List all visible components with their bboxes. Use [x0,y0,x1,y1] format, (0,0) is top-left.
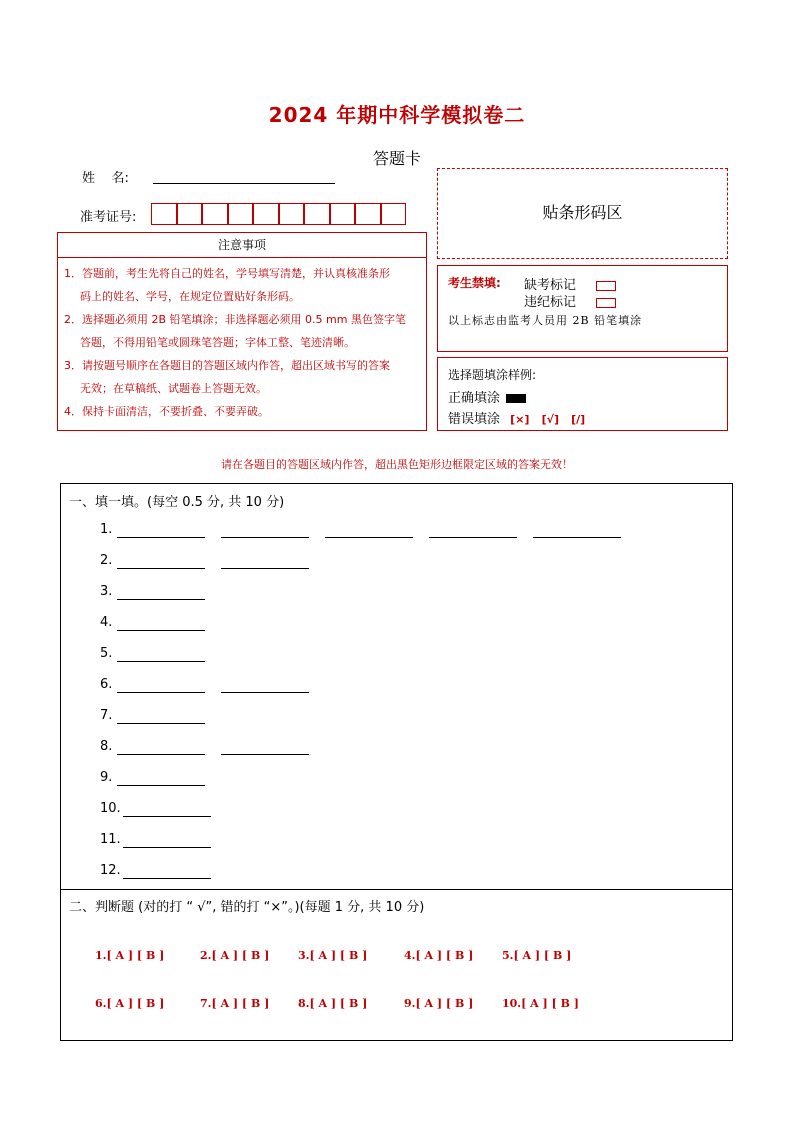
question-number: 9. [100,770,113,785]
question-number: 11. [100,832,121,847]
judge-item-options[interactable]: [ A ] [ B ] [211,949,270,962]
notice-panel [57,232,427,431]
exam-number-label: 准考证号: [80,210,137,225]
judge-item-options[interactable]: [ A ] [ B ] [106,997,165,1010]
judge-item-options[interactable]: [ A ] [ B ] [309,997,368,1010]
judge-item[interactable] [404,997,473,1010]
absent-mark-label: 缺考标记 [524,278,577,293]
violation-mark-label: 违纪标记 [524,295,577,310]
question-number: 7. [100,708,113,723]
answer-blank[interactable] [117,754,205,755]
answer-blank[interactable] [117,537,205,538]
judge-item-number: 7. [200,997,212,1010]
judge-item[interactable] [404,949,473,962]
question-number: 8. [100,739,113,754]
judge-item-options[interactable]: [ A ] [ B ] [309,949,368,962]
judge-item-number: 4. [404,949,416,962]
judge-item[interactable] [200,949,269,962]
judge-item-number: 1. [95,949,107,962]
notice-heading: 注意事项 [58,233,426,258]
name-label: 姓 名: [82,171,129,186]
notice-item-line: 2．选择题必须用 2B 铅笔填涂；非选择题必须用 0.5 mm 黑色签字笔 [64,313,406,326]
exam-number-cell[interactable] [381,203,407,225]
answer-blank[interactable] [123,878,211,879]
answer-blank[interactable] [117,661,205,662]
absent-mark-box[interactable] [596,281,616,291]
notice-item-line: 码上的姓名、学号，在规定位置贴好条形码。 [80,290,300,303]
judge-item-number: 10. [502,997,522,1010]
question-number: 3. [100,584,113,599]
correct-fill-row [448,387,526,406]
judge-item[interactable] [95,949,164,962]
question-number: 5. [100,646,113,661]
answer-blank[interactable] [325,537,413,538]
exam-number-cell[interactable] [355,203,381,225]
exam-number-cell[interactable] [253,203,279,225]
examiner-only-title: 考生禁填: [448,276,501,290]
violation-mark-box[interactable] [596,298,616,308]
violation-mark-row [524,291,616,310]
judge-item[interactable] [298,949,367,962]
correct-fill-label: 正确填涂 [448,391,501,406]
question-number: 4. [100,615,113,630]
judge-item-number: 3. [298,949,310,962]
answer-blank[interactable] [117,723,205,724]
wrong-fill-row [448,408,585,427]
answer-blank[interactable] [221,692,309,693]
judge-item-options[interactable]: [ A ] [ B ] [211,997,270,1010]
sample-title: 选择题填涂样例: [448,368,537,382]
section2-title: 二、判断题 (对的打 “ √”, 错的打 “×”。)(每题 1 分, 共 10 分) [69,900,425,915]
section1-title: 一、填一填。(每空 0.5 分, 共 10 分) [69,495,285,510]
exam-number-cell[interactable] [151,203,177,225]
answer-blank[interactable] [221,754,309,755]
exam-number-boxes[interactable] [151,203,406,225]
judge-item-number: 2. [200,949,212,962]
question-number: 2. [100,553,113,568]
examiner-note: 以上标志由监考人员用 2B 铅笔填涂 [448,314,643,327]
judge-item-options[interactable]: [ A ] [ B ] [106,949,165,962]
judge-item-number: 8. [298,997,310,1010]
judge-item[interactable] [502,997,579,1010]
answer-area [60,483,733,1041]
judge-item-number: 6. [95,997,107,1010]
notice-item-line: 4．保持卡面清洁，不要折叠、不要弄破。 [64,405,269,418]
answer-blank[interactable] [221,537,309,538]
question-number: 1. [100,522,113,537]
judge-item[interactable] [502,949,571,962]
barcode-area: 贴条形码区 [437,168,728,259]
answer-blank[interactable] [117,785,205,786]
area-warning: 请在各题目的答题区域内作答，超出黑色矩形边框限定区域的答案无效！ [221,458,573,471]
judge-item[interactable] [298,997,367,1010]
answer-blank[interactable] [221,568,309,569]
answer-blank[interactable] [117,630,205,631]
notice-list [58,258,426,423]
exam-number-cell[interactable] [202,203,228,225]
judge-item-options[interactable]: [ A ] [ B ] [513,949,572,962]
judge-item-number: 5. [502,949,514,962]
exam-number-cell[interactable] [330,203,356,225]
answer-blank[interactable] [533,537,621,538]
notice-item-line: 答题，不得用铅笔或圆珠笔答题；字体工整、笔迹清晰。 [80,336,355,349]
exam-number-cell[interactable] [177,203,203,225]
judge-item-options[interactable]: [ A ] [ B ] [415,997,474,1010]
judge-item-number: 9. [404,997,416,1010]
wrong-fill-example-1: [×] [510,413,530,426]
judge-item[interactable] [200,997,269,1010]
answer-blank[interactable] [123,816,211,817]
notice-item-line: 1．答题前，考生先将自己的姓名，学号填写清楚，并认真核准条形 [64,267,390,280]
wrong-fill-label: 错误填涂 [448,412,501,427]
filled-mark-icon [506,394,526,403]
exam-number-cell[interactable] [304,203,330,225]
page-title: 2024 年期中科学模拟卷二 [268,103,526,127]
examiner-only-panel [437,265,728,352]
name-field[interactable] [153,183,335,184]
judge-item-options[interactable]: [ A ] [ B ] [415,949,474,962]
judge-item[interactable] [95,997,164,1010]
wrong-fill-example-3: [/] [571,413,586,426]
page-subtitle: 答题卡 [372,149,421,168]
section-divider [61,889,732,890]
answer-blank[interactable] [117,692,205,693]
fill-sample-panel [437,357,728,431]
answer-blank[interactable] [117,599,205,600]
exam-number-cell[interactable] [228,203,254,225]
judge-item-options[interactable]: [ A ] [ B ] [521,997,579,1010]
exam-number-cell[interactable] [279,203,305,225]
answer-blank[interactable] [123,847,211,848]
notice-item-line: 3．请按题号顺序在各题目的答题区域内作答，超出区域书写的答案 [64,359,390,372]
question-number: 10. [100,801,121,816]
question-number: 12. [100,863,121,878]
answer-blank[interactable] [429,537,517,538]
notice-item-line: 无效；在草稿纸、试题卷上答题无效。 [80,382,267,395]
wrong-fill-example-2: [√] [541,413,559,426]
question-number: 6. [100,677,113,692]
answer-blank[interactable] [117,568,205,569]
